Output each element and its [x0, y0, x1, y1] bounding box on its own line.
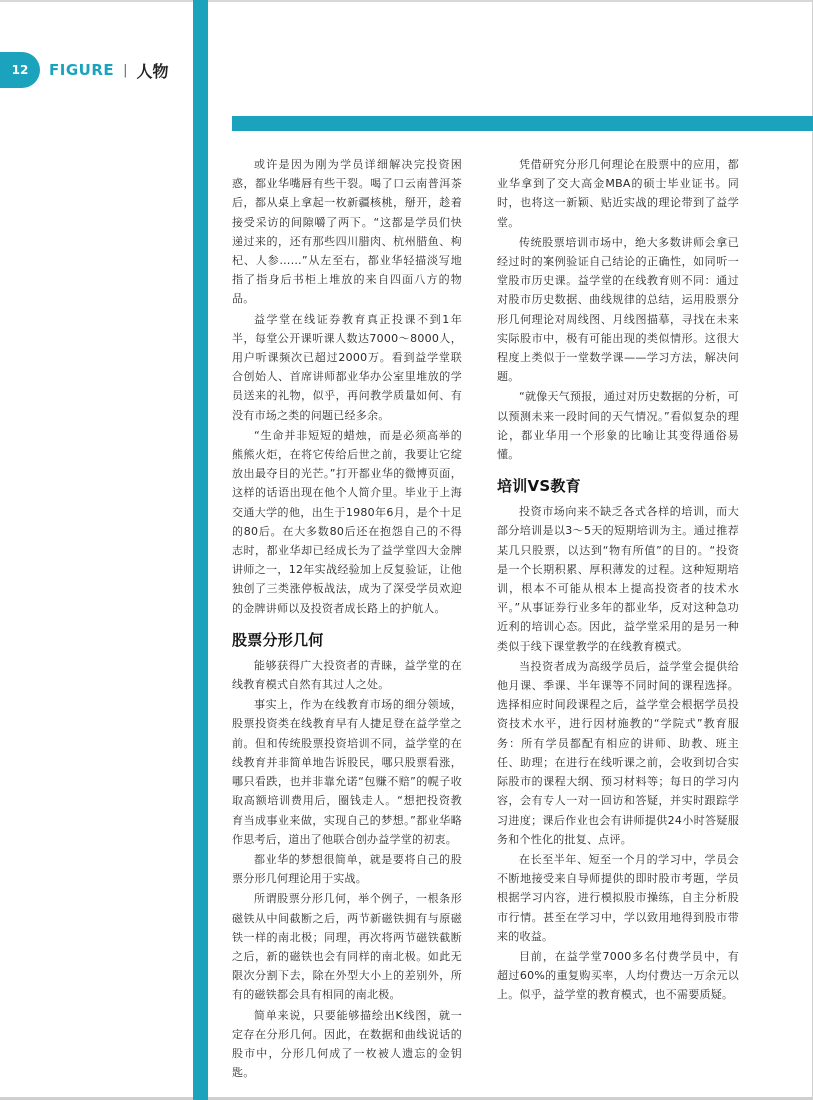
right-column	[497, 155, 739, 1006]
paragraph: 在长至半年、短至一个月的学习中，学员会不断地接受来自导师提供的即时股市考题，学员根据学习内容，进行模拟股市操练，自主分析股市行情。甚至在学习中，学以致用地得到股市带来的收益。	[497, 852, 739, 943]
paragraph: 事实上，作为在线教育市场的细分领域，股票投资类在线教育早有人捷足登在益学堂之前。但和传统股票投资培训不同，益学堂的在线教育并非简单地告诉股民，哪只股票看涨，哪只看跌，也并非靠允诺“包赚不赔”的幌子收取高额培训费用后，圈钱走人。“想把投资教育当成事业来做，实现自己的梦想。”都业华略作思考后，道出了他联合创办益学堂的初衷。	[232, 698, 462, 846]
page-number-badge: 12	[0, 52, 40, 88]
paragraph: “生命并非短短的蜡烛，而是必须高举的熊熊火炬，在将它传给后世之前，我要让它绽放出最夺目的光芒。”打开都业华的微博页面，这样的话语出现在他个人简介里。毕业于上海交通大学的他，出生于1980年6月，是个十足的80后。在大多数80后还在抱怨自己的不得志时，都业华却已经成长为了益学堂四大金牌讲师之一，12年实战经验加上反复验证，让他独创了三类涨停板战法，成为了深受学员欢迎的金牌讲师以及投资者成长路上的护航人。	[232, 428, 462, 615]
section-title: 人物	[136, 61, 169, 81]
left-column	[232, 155, 462, 1083]
header-separator: |	[123, 62, 128, 78]
paragraph: 或许是因为刚为学员详细解决完投资困惑，都业华嘴唇有些干裂。喝了口云南普洱茶后，都从桌上拿起一枚新疆核桃，掰开，趁着接受采访的间隙嚼了两下。“这都是学员们快递过来的，还有那些四川腊肉、杭州腊鱼、枸杞、人参……”从左至右，都业华轻描淡写地指了指身后书柜上堆放的来自四面八方的物品。	[232, 158, 462, 306]
paragraph: 益学堂在线证券教育真正投课不到1年半，每堂公开课听课人数达7000～8000人，用户听课频次已超过2000万。看到益学堂联合创始人、首席讲师都业华办公室里堆放的学员送来的礼物，似乎，再问教学质量如何、有没有市场之类的问题已经多余。	[232, 312, 462, 422]
paragraph: 所谓股票分形几何，举个例子，一根条形磁铁从中间截断之后，两节新磁铁拥有与原磁铁一样的南北极；同理，再次将两节磁铁截断之后，新的磁铁也会有同样的南北极。如此无限次分割下去，除在外型大小上的差别外，所有的磁铁都会具有相同的南北极。	[232, 892, 462, 1002]
paragraph: 简单来说，只要能够描绘出K线图，就一定存在分形几何。因此，在数据和曲线说话的股市中，分形几何成了一枚被人遗忘的金钥匙。	[232, 1008, 462, 1080]
paragraph: 能够获得广大投资者的青睐，益学堂的在线教育模式自然有其过人之处。	[232, 658, 462, 692]
paragraph: 传统股票培训市场中，绝大多数讲师会拿已经过时的案例验证自己结论的正确性，如同听一堂股市历史课。益学堂的在线教育则不同：通过对股市历史数据、曲线规律的总结，运用股票分形几何理论对周线图、月线图描摹，寻找在未来实际股市中，极有可能出现的类似情形。这很大程度上类似于一堂数学课——学习方法，解决问题。	[497, 235, 739, 384]
page-header	[0, 52, 169, 88]
accent-horizontal-band	[232, 116, 813, 131]
paragraph: 目前，在益学堂7000多名付费学员中，有超过60%的重复购买率，人均付费达一万余元以上。似乎，益学堂的教育模式，也不需要质疑。	[497, 949, 739, 1002]
paragraph: 凭借研究分形几何理论在股票中的应用，都业华拿到了交大高金MBA的硕士毕业证书。同时，也将这一新颖、贴近实战的理论带到了益学堂。	[497, 158, 739, 229]
section-heading: 培训VS教育	[497, 477, 581, 496]
paragraph: 都业华的梦想很简单，就是要将自己的股票分形几何理论用于实战。	[232, 852, 462, 886]
paragraph: “就像天气预报，通过对历史数据的分析，可以预测未来一段时间的天气情况。”看似复杂的理论，都业华用一个形象的比喻让其变得通俗易懂。	[497, 390, 739, 462]
section-heading: 股票分形几何	[232, 630, 324, 649]
page-top-edge	[0, 0, 813, 2]
accent-vertical-bar	[193, 0, 208, 1100]
paragraph: 投资市场向来不缺乏各式各样的培训，而大部分培训是以3～5天的短期培训为主。通过推荐某几只股票，以达到“物有所值”的目的。“投资是一个长期积累、厚积薄发的过程。这种短期培训，根本不可能从根本上提高投资者的技术水平。”从事证券行业多年的都业华，反对这种急功近利的培训心态。因此，益学堂采用的是另一种类似于线下课堂教学的在线教育模式。	[497, 505, 739, 653]
magazine-section-label: FIGURE	[49, 61, 115, 79]
paragraph: 当投资者成为高级学员后，益学堂会提供给他月课、季课、半年课等不同时间的课程选择。选择相应时间段课程之后，益学堂会根据学员投资技术水平，进行因材施教的“学院式”教育服务：所有学员都配有相应的讲师、助教、班主任、助理；在进行在线听课之前，会收到切合实际股市的课程大纲、预习材料等；每日的学习内容，会有专人一对一回访和答疑，并实时跟踪学习进度；课后作业也会有讲师提供24小时答疑服务和个性化的批复、点评。	[497, 659, 739, 846]
